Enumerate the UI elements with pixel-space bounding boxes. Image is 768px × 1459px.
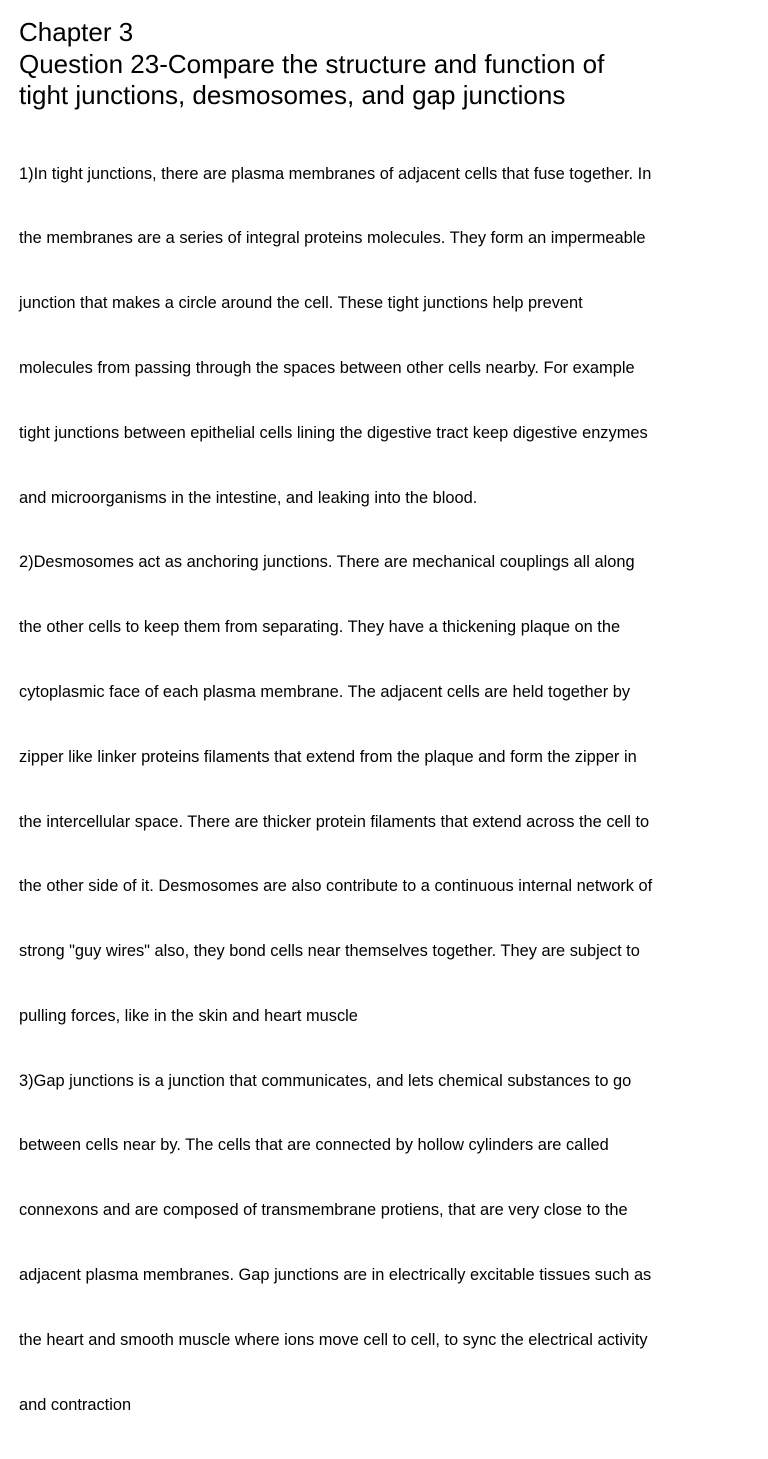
chapter-title: Chapter 3: [19, 17, 761, 49]
answer-line: the membranes are a series of integral proteins molecules. They form an impermeable: [19, 228, 761, 250]
answer-line: strong "guy wires" also, they bond cells near themselves together. They are subject to: [19, 941, 761, 963]
answer-line: cytoplasmic face of each plasma membrane. The adjacent cells are held together by: [19, 682, 761, 704]
answer-line: the intercellular space. There are thicker protein filaments that extend across the cell to: [19, 812, 761, 834]
answer-line: molecules from passing through the spaces between other cells nearby. For example: [19, 358, 761, 380]
answer-line: 2)Desmosomes act as anchoring junctions. There are mechanical couplings all along: [19, 552, 761, 574]
answer-line: the other side of it. Desmosomes are also contribute to a continuous internal network of: [19, 876, 761, 898]
answer-line: tight junctions between epithelial cells lining the digestive tract keep digestive enzymes: [19, 423, 761, 445]
answer-line: 3)Gap junctions is a junction that communicates, and lets chemical substances to go: [19, 1071, 761, 1093]
answer-line: the other cells to keep them from separating. They have a thickening plaque on the: [19, 617, 761, 639]
answer-line: and contraction: [19, 1395, 761, 1417]
answer-line: the heart and smooth muscle where ions move cell to cell, to sync the electrical activity: [19, 1330, 761, 1352]
answer-text: [19, 121, 761, 1459]
answer-line: pulling forces, like in the skin and heart muscle: [19, 1006, 761, 1028]
answer-line: between cells near by. The cells that are connected by hollow cylinders are called: [19, 1135, 761, 1157]
answer-line: 1)In tight junctions, there are plasma membranes of adjacent cells that fuse together. In: [19, 164, 761, 186]
answer-line: junction that makes a circle around the cell. These tight junctions help prevent: [19, 293, 761, 315]
question-line: tight junctions, desmosomes, and gap junctions: [19, 80, 761, 112]
answer-line: and microorganisms in the intestine, and leaking into the blood.: [19, 488, 761, 510]
answer-line: adjacent plasma membranes. Gap junctions are in electrically excitable tissues such as: [19, 1265, 761, 1287]
question-line: Question 23-Compare the structure and function of: [19, 49, 761, 81]
heading: [19, 17, 761, 112]
answer-line: zipper like linker proteins filaments that extend from the plaque and form the zipper in: [19, 747, 761, 769]
answer-line: connexons and are composed of transmembrane protiens, that are very close to the: [19, 1200, 761, 1222]
document-page: [19, 17, 761, 1459]
